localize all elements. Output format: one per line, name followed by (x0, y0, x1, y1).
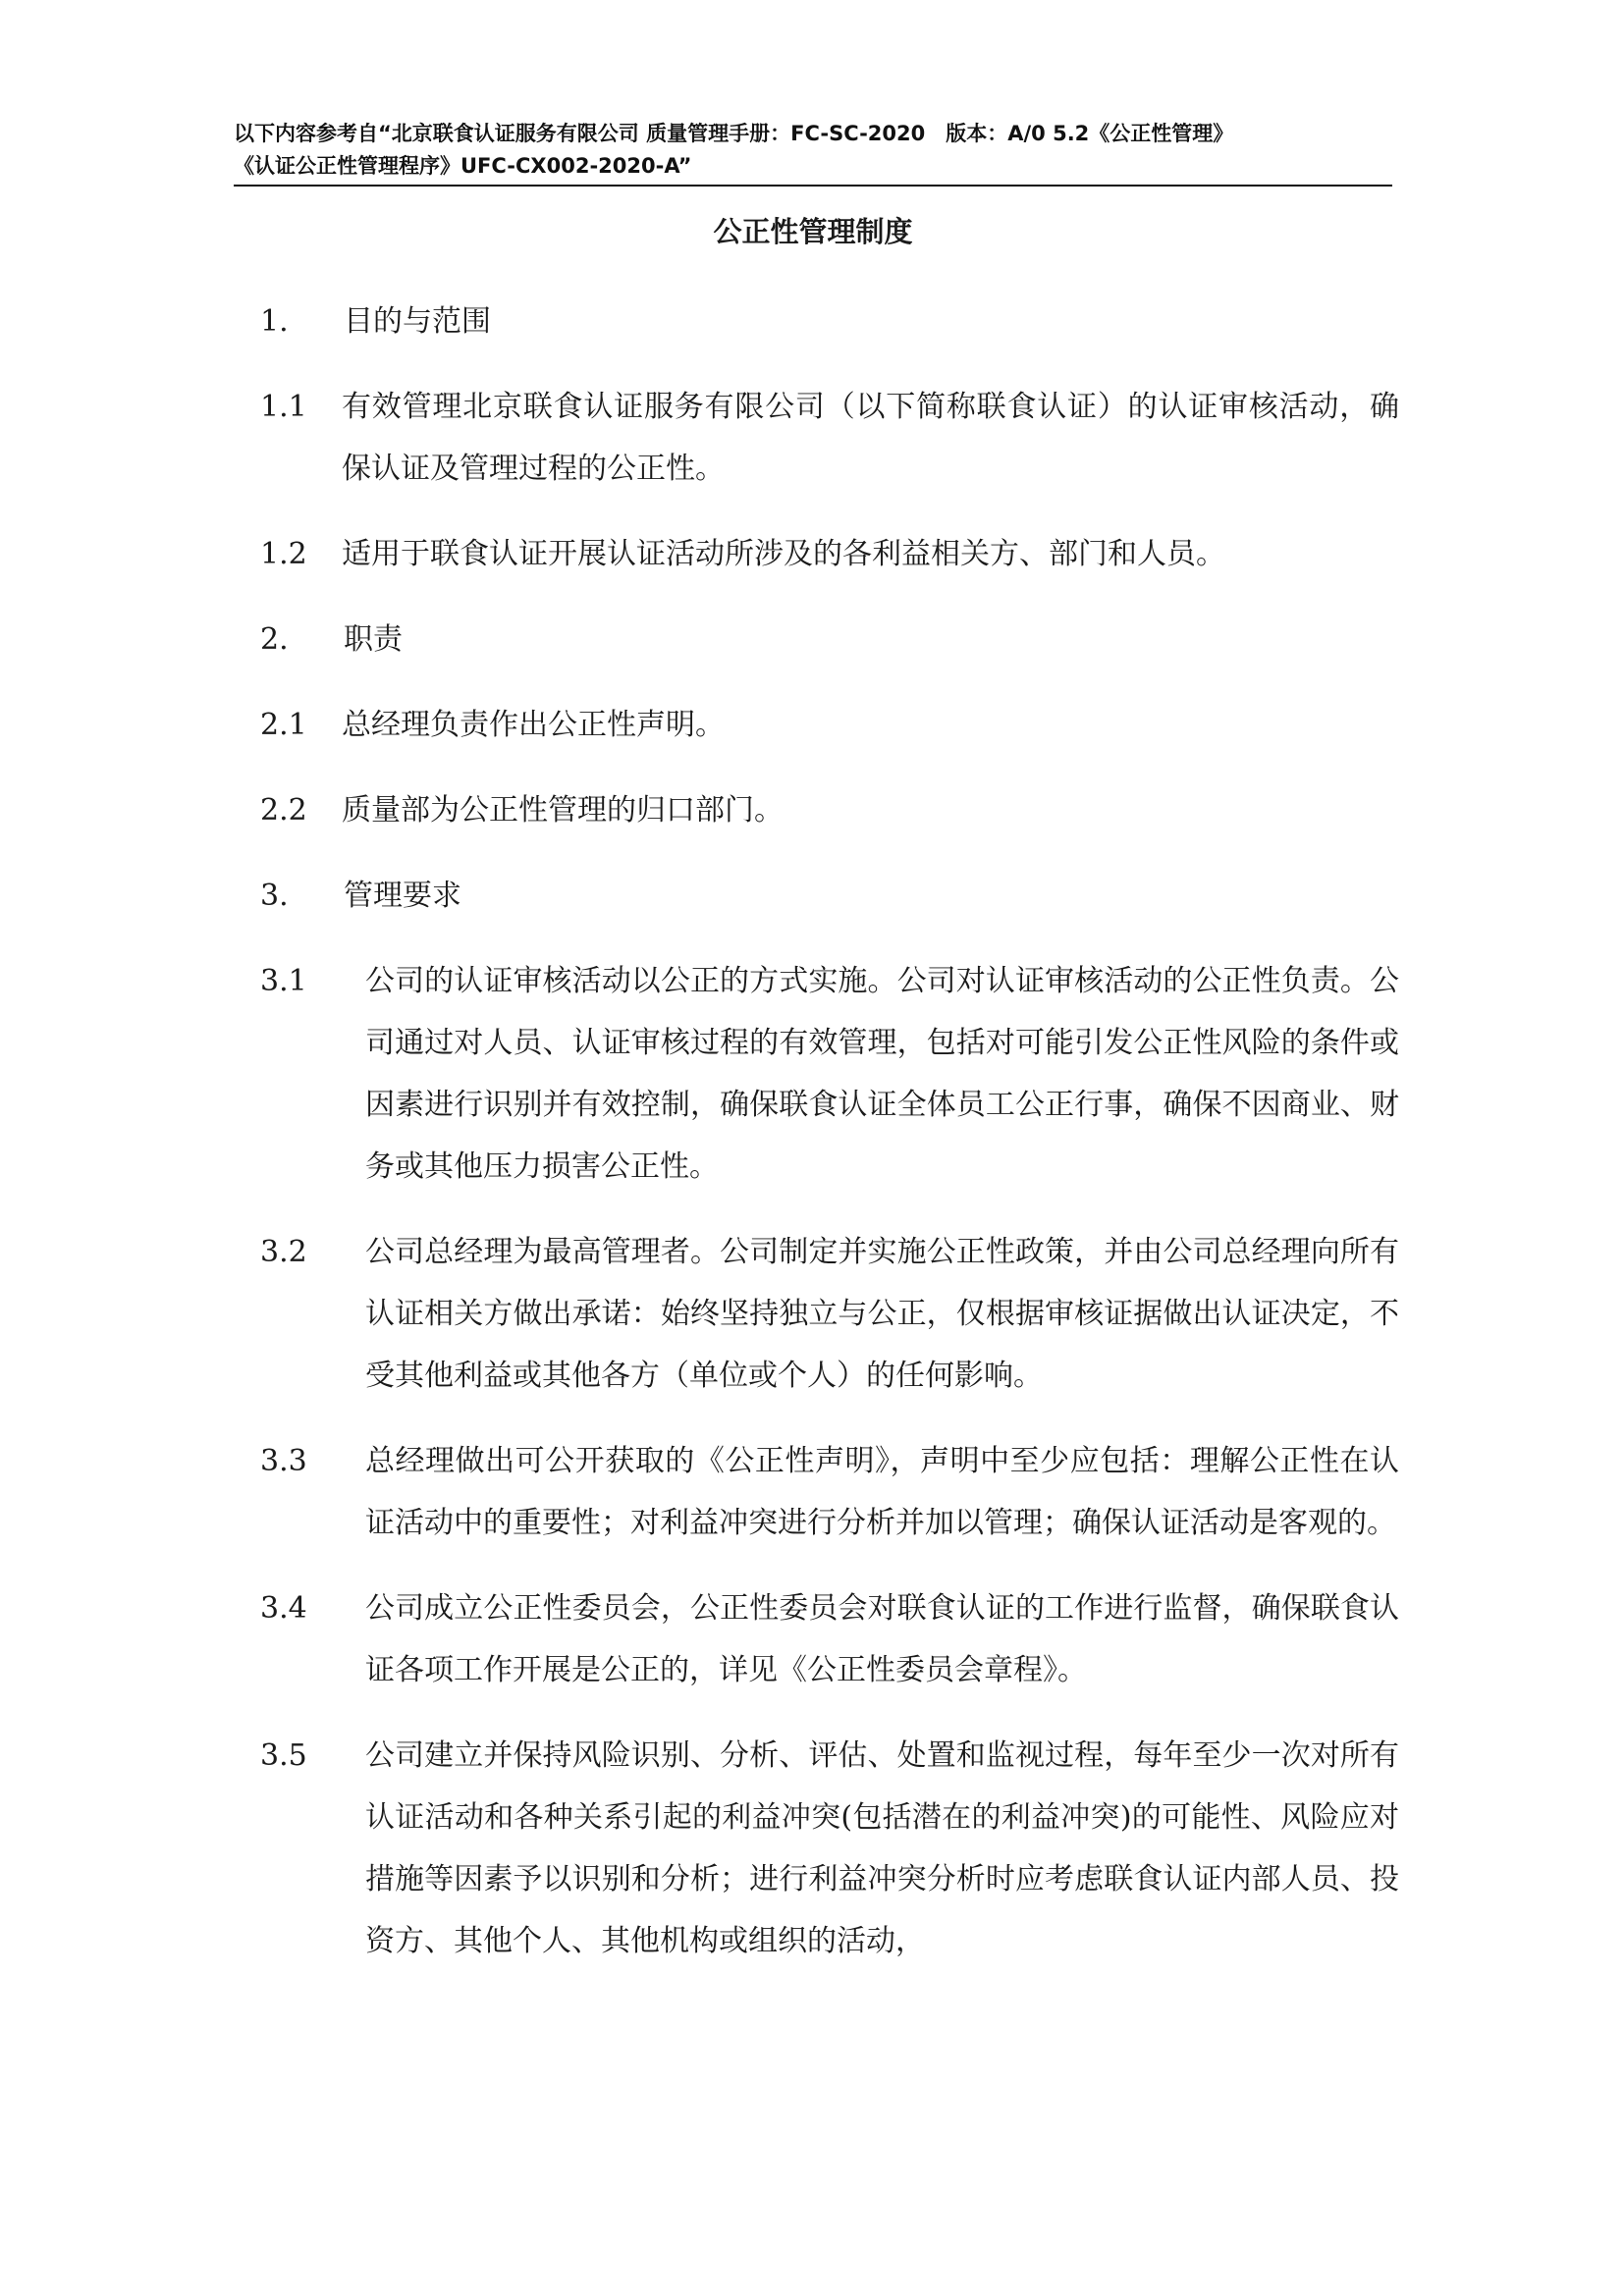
clause-number: 1.2 (260, 537, 307, 571)
section-heading: 管理要求 (344, 879, 461, 913)
header-divider (234, 185, 1392, 187)
clause-text: 总经理负责作出公正性声明。 (342, 708, 725, 742)
clause-2-2 (260, 779, 1399, 841)
clause-number: 2.1 (260, 708, 307, 742)
clause-2-1 (260, 694, 1399, 756)
clause-3-1 (260, 950, 1399, 1198)
section-1 (260, 291, 1399, 352)
clause-number: 3.1 (260, 964, 307, 998)
clause-number: 3.5 (260, 1738, 307, 1773)
clause-number: 3.2 (260, 1235, 307, 1269)
header-line-2: 《认证公正性管理程序》UFC-CX002-2020-A” (234, 154, 692, 178)
clause-text: 公司的认证审核活动以公正的方式实施。公司对认证审核活动的公正性负责。公司通过对人员、认证审核过程的有效管理，包括对可能引发公正性风险的条件或因素进行识别并有效控制，确保联食认证全体员工公正行事，确保不因商业、财务或其他压力损害公正性。 (365, 964, 1399, 1184)
clause-text: 有效管理北京联食认证服务有限公司（以下简称联食认证）的认证审核活动，确保认证及管理过程的公正性。 (342, 390, 1399, 486)
clause-text: 公司总经理为最高管理者。公司制定并实施公正性政策，并由公司总经理向所有认证相关方做出承诺：始终坚持独立与公正，仅根据审核证据做出认证决定，不受其他利益或其他各方（单位或个人）的任何影响。 (365, 1235, 1399, 1393)
clause-number: 3.4 (260, 1591, 307, 1626)
clause-number: 1.1 (260, 390, 307, 424)
clause-text: 适用于联食认证开展认证活动所涉及的各利益相关方、部门和人员。 (342, 537, 1225, 571)
section-2 (260, 609, 1399, 670)
section-heading: 职责 (344, 622, 403, 657)
section-number: 3. (260, 879, 289, 913)
clause-text: 质量部为公正性管理的归口部门。 (342, 793, 784, 828)
clause-1-1 (260, 376, 1399, 500)
clause-3-2 (260, 1221, 1399, 1407)
clause-1-2 (260, 523, 1399, 585)
document-body (260, 291, 1399, 1996)
clause-number: 2.2 (260, 793, 307, 828)
clause-text: 公司成立公正性委员会，公正性委员会对联食认证的工作进行监督，确保联食认证各项工作开展是公正的，详见《公正性委员会章程》。 (365, 1591, 1399, 1687)
clause-3-4 (260, 1577, 1399, 1701)
clause-3-3 (260, 1430, 1399, 1554)
section-heading: 目的与范围 (344, 304, 491, 339)
section-number: 2. (260, 622, 289, 657)
section-3 (260, 865, 1399, 927)
clause-text: 公司建立并保持风险识别、分析、评估、处置和监视过程，每年至少一次对所有认证活动和各种关系引起的利益冲突(包括潜在的利益冲突)的可能性、风险应对措施等因素予以识别和分析；进行利益冲突分析时应考虑联食认证内部人员、投资方、其他个人、其他机构或组织的活动， (365, 1738, 1399, 1958)
clause-number: 3.3 (260, 1444, 307, 1478)
document-header (234, 118, 1392, 183)
clause-text: 总经理做出可公开获取的《公正性声明》，声明中至少应包括：理解公正性在认证活动中的重要性；对利益冲突进行分析并加以管理；确保认证活动是客观的。 (365, 1444, 1399, 1540)
section-number: 1. (260, 304, 289, 339)
header-line-1: 以下内容参考自“北京联食认证服务有限公司 质量管理手册：FC-SC-2020 版本：A/0 5.2《公正性管理》 (234, 122, 1234, 145)
clause-3-5 (260, 1725, 1399, 1972)
page-title: 公正性管理制度 (713, 215, 913, 248)
